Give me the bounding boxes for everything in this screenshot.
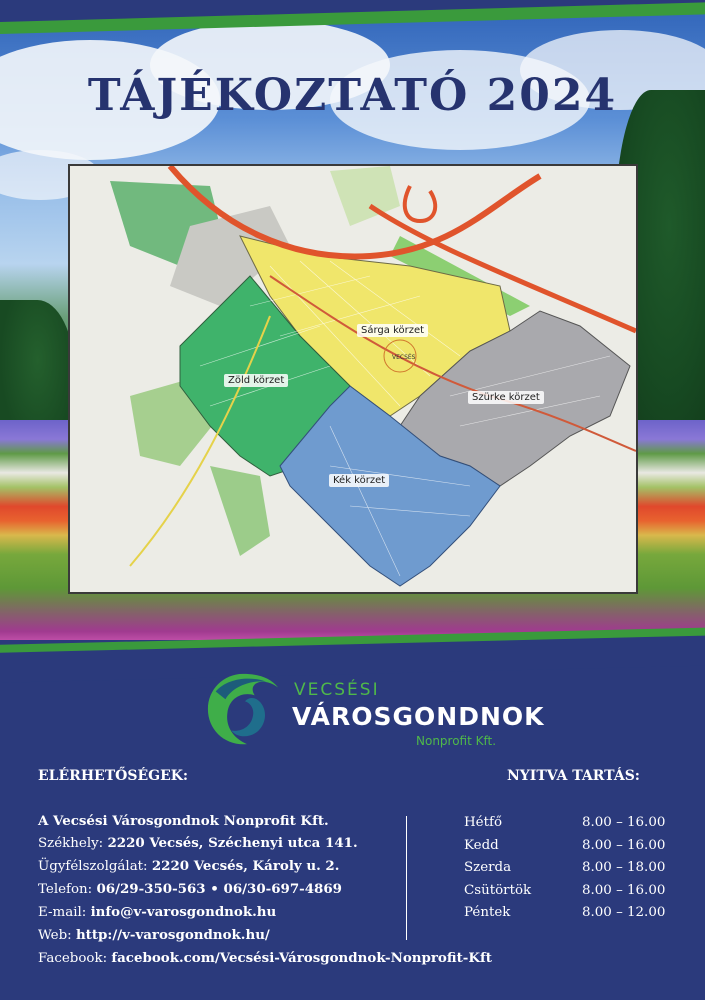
page-title: TÁJÉKOZTATÓ 2024 bbox=[87, 70, 618, 121]
hours-row bbox=[464, 835, 684, 858]
logo-text-nonprofit: Nonprofit Kft. bbox=[416, 734, 497, 748]
contact-row-phone bbox=[38, 878, 398, 901]
web-link[interactable]: http://v-varosgondnok.hu/ bbox=[75, 927, 270, 943]
contact-header: ELÉRHETŐSÉGEK: bbox=[38, 768, 189, 784]
hours-row bbox=[464, 902, 684, 925]
hours-time: 8.00 – 12.00 bbox=[582, 905, 666, 920]
hours-day: Hétfő bbox=[464, 815, 503, 830]
hours-time: 8.00 – 16.00 bbox=[582, 815, 666, 830]
contact-label: Web: bbox=[38, 928, 76, 943]
company-logo bbox=[200, 670, 545, 750]
hours-time: 8.00 – 18.00 bbox=[582, 860, 666, 875]
hours-time: 8.00 – 16.00 bbox=[582, 882, 666, 898]
logo-text-varosgondnok: VÁROSGONDNOK bbox=[292, 702, 545, 731]
logo-swirl-icon bbox=[204, 670, 282, 748]
contact-value: 06/29-350-563 • 06/30-697-4869 bbox=[96, 881, 342, 897]
contact-label: Facebook: bbox=[38, 951, 112, 966]
map-graphic bbox=[70, 166, 636, 592]
contact-label: Székhely: bbox=[38, 836, 108, 851]
company-name: A Vecsési Városgondnok Nonprofit Kft. bbox=[38, 813, 329, 829]
map-center-label: VECSÉS bbox=[392, 354, 416, 361]
facebook-link[interactable]: facebook.com/Vecsési-Városgondnok-Nonprofit-Kft bbox=[111, 950, 492, 966]
district-label-zold: Zöld körzet bbox=[224, 374, 288, 387]
district-map bbox=[68, 164, 638, 594]
hours-header: NYITVA TARTÁS: bbox=[507, 768, 640, 784]
opening-hours bbox=[464, 812, 684, 925]
contact-row-web bbox=[38, 924, 398, 947]
district-label-sarga: Sárga körzet bbox=[357, 324, 428, 337]
district-label-kek: Kék körzet bbox=[329, 474, 389, 487]
contact-label: E-mail: bbox=[38, 905, 91, 920]
hours-row bbox=[464, 857, 684, 880]
contact-label: Telefon: bbox=[38, 882, 97, 897]
contact-row-facebook bbox=[38, 947, 492, 970]
hours-day: Kedd bbox=[464, 837, 499, 853]
logo-text-vecsesi: VECSÉSI bbox=[294, 680, 380, 700]
hours-day: Csütörtök bbox=[464, 882, 532, 898]
contact-value: 2220 Vecsés, Széchenyi utca 141. bbox=[107, 835, 358, 851]
email-link[interactable]: info@v-varosgondnok.hu bbox=[90, 904, 277, 920]
contact-label: Ügyfélszolgálat: bbox=[38, 859, 152, 874]
hours-row bbox=[464, 880, 684, 903]
hours-day: Péntek bbox=[464, 905, 511, 920]
hours-day: Szerda bbox=[464, 860, 512, 875]
hours-time: 8.00 – 16.00 bbox=[582, 837, 666, 853]
contact-row-service bbox=[38, 855, 398, 878]
hours-row bbox=[464, 812, 684, 835]
column-divider bbox=[406, 816, 407, 940]
contact-value: 2220 Vecsés, Károly u. 2. bbox=[151, 858, 340, 874]
district-label-szurke: Szürke körzet bbox=[468, 391, 544, 404]
contact-row-email bbox=[38, 901, 398, 924]
contact-row-address bbox=[38, 832, 398, 855]
